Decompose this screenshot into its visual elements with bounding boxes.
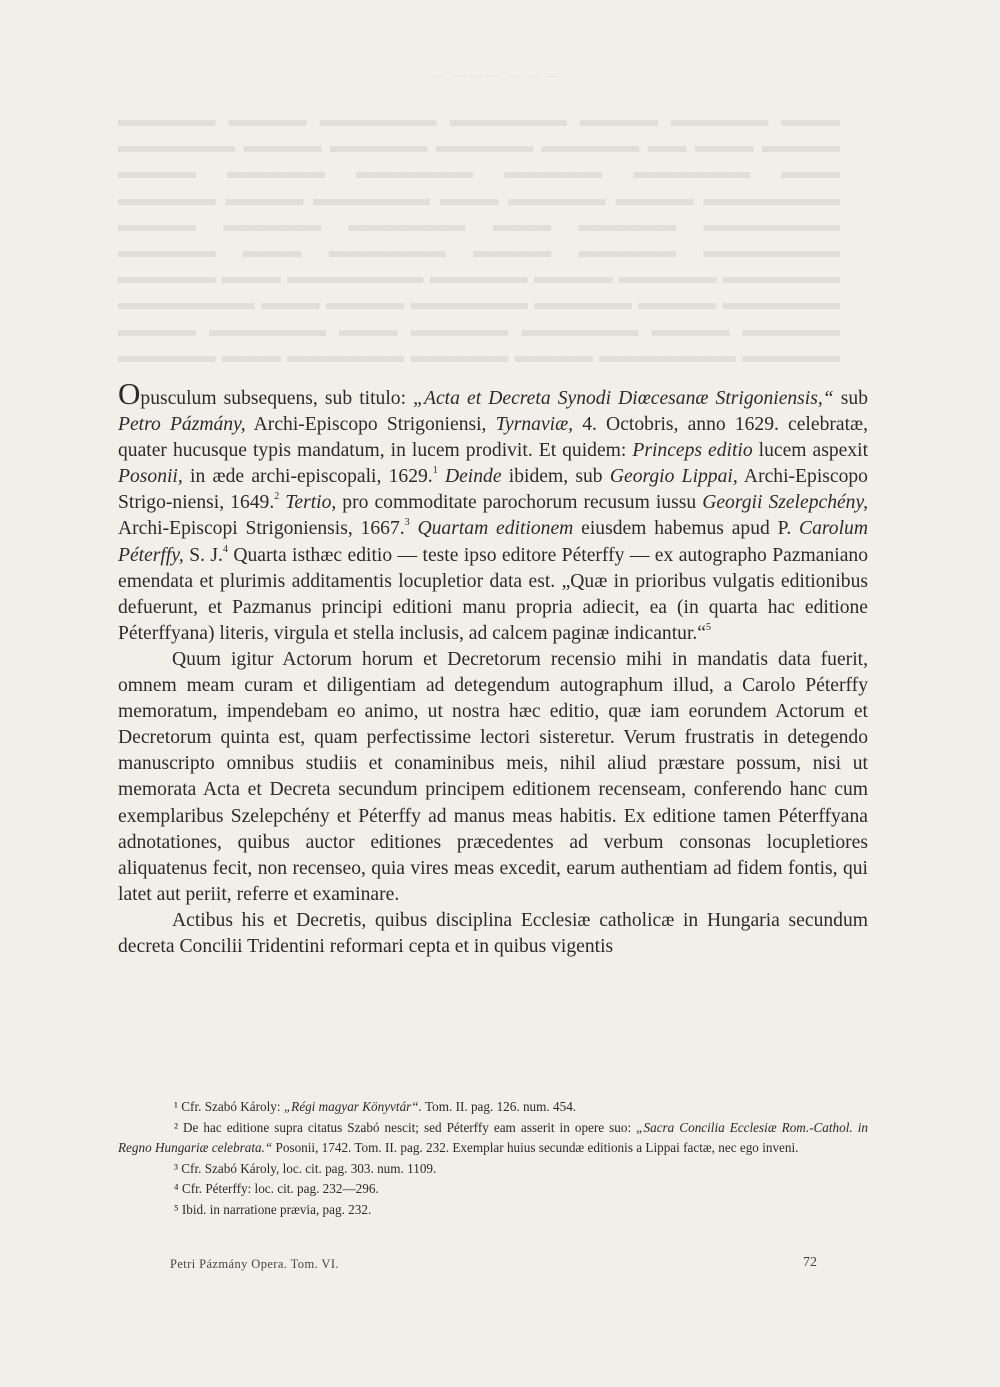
paragraph-2: Quum igitur Actorum horum et Decretorum recensio mihi in mandatis data fuerit, omnem meam curam et diligentiam ad detegendum autographum illud, a Carolo Péterffy memoratum, impendebam eo animo, ut nostra hæc editio, quæ iam eorundem Actorum et Decretorum quinta est, quam perfectissime lectori sisteretur. Verum frustratis in detegendo manuscripto omnibus studiis et conaminibus meis, nihil aliud præstare possum, nisi ut memorata Acta et Decreta secundum principem editionem recenseam, conferendo hanc cum exemplaribus Szelepchény et Péterffy ad manus meas habitis. Ex editione tamen Péterffyana adnotationes, quibus auctor editiones præcedentes ad verbum consonas locupletiores aliquatenus fecit, non recenseo, quia vires meas excedit, earum authentiam ad fidem fontis, qui latet aut periit, referre et examinare. bbox=[118, 648, 868, 905]
footnote-4: ⁴ Cfr. Péterffy: loc. cit. pag. 232—296. bbox=[174, 1181, 379, 1197]
footnote-2: ² De hac editione supra citatus Szabó nescit; sed Péterffy eam asserit in opere suo: „Sacra Concilia Ecclesiæ Rom.-Cathol. in Regno Hungariæ celebrata.“ Posonii, 1742. Tom. II. pag. 232. Exemplar huius secundæ editionis a Lippai factæ, nec ego inveni. bbox=[118, 1119, 868, 1156]
footnote-ref-2: 2 bbox=[274, 491, 280, 503]
paragraph-1: Opusculum subsequens, sub titulo: „Acta et Decreta Synodi Diœcesanæ Strigoniensis,“ sub Petro Pázmány, Archi-Episcopo Strigoniensi, Tyrnaviæ, 4. Octobris, anno 1629. celebratæ, quater hucusque typis mandatum, in lucem prodivit. Et quidem: Princeps editio lucem aspexit Posonii, in æde archi-episcopali, 1629.$^1$ Deinde ibidem, sub Georgio Lippai, Archi-Episcopo Strigo-niensi, 1649.$^2$ Tertio, pro commoditate parochorum recusum iussu Georgii Szelepchény, Archi-Episcopi Strigoniensis, 1667.$^3$ Quartam editionem eiusdem habemus apud P. Carolum Péterffy, S. J.$^4$ Quarta isthæc editio — teste ipso editore Péterffy — ex autographo Pazmaniano emendata et plurimis additamentis locupletior data est. „Quæ in prioribus vulgatis editionibus defuerunt, et Pazmanus principi editioni manu propria adiecit, ea (in quarta hac editione Péterffyana) literis, virgula et stella inclusis, ad calcem paginæ indicantur.“$^5$ bbox=[118, 376, 869, 644]
footnote-ref-5: 5 bbox=[706, 621, 711, 633]
footnote-5: ⁵ Ibid. in narratione prævia, pag. 232. bbox=[174, 1201, 372, 1217]
initial-letter: O bbox=[118, 376, 141, 411]
show-through-text: ▬▬▬ ▬▬▬▬▬ ▬▬▬▬ ▬▬▬▬▬▬ ▬▬▬▬▬▬ ▬▬▬▬ ▬▬▬▬▬ ▬▬▬▬ ▬▬▬ ▬▬ ▬▬▬▬▬ ▬▬▬▬▬ ▬▬▬▬▬ ▬▬▬▬ ▬▬▬▬▬▬ ▬▬▬ ▬▬▬▬▬▬ ▬▬▬▬▬ ▬▬▬▬▬▬ ▬▬▬▬▬ ▬▬▬▬ ▬▬▬▬▬▬▬ ▬▬▬▬ ▬▬▬▬▬ ▬▬▬ ▬▬▬▬▬▬ ▬▬▬▬ ▬▬▬▬▬ ▬▬▬▬▬▬▬ ▬▬▬▬▬ ▬▬▬ ▬▬▬▬▬▬ ▬▬▬▬▬ ▬▬▬▬ ▬▬▬▬▬▬▬ ▬▬▬▬▬ ▬▬▬▬ ▬▬▬▬▬▬ ▬▬▬ ▬▬▬▬▬ ▬▬▬▬▬▬ ▬▬▬▬▬ ▬▬▬▬ ▬▬▬▬▬ ▬▬▬▬▬▬▬ ▬▬▬ ▬▬▬▬▬ ▬▬▬▬▬▬ ▬▬▬▬ ▬▬▬▬▬ ▬▬▬▬▬▬ ▬▬▬▬ ▬▬▬ ▬▬▬▬▬▬▬ ▬▬▬▬▬ ▬▬▬▬ ▬▬▬▬▬▬ ▬▬▬▬▬ ▬▬▬ ▬▬▬▬▬▬ ▬▬▬▬ ▬▬▬▬▬ ▬▬▬▬▬▬▬ ▬▬▬▬ ▬▬▬▬▬ ▬▬▬▬▬▬ ▬▬▬ ▬▬▬▬▬ bbox=[118, 110, 840, 367]
footnote-1: ¹ Cfr. Szabó Károly: „Régi magyar Könyvtár“. Tom. II. pag. 126. num. 454. bbox=[174, 1099, 577, 1114]
footnote-ref-1: 1 bbox=[432, 465, 438, 477]
footnote-ref-4: 4 bbox=[222, 543, 228, 555]
show-through-header: — — — — — — — bbox=[430, 68, 558, 82]
page-number: 72 bbox=[803, 1255, 817, 1270]
footnote-ref-3: 3 bbox=[404, 517, 410, 529]
footnote-3: ³ Cfr. Szabó Károly, loc. cit. pag. 303. num. 1109. bbox=[174, 1160, 437, 1176]
main-text bbox=[118, 376, 869, 960]
paragraph-3: Actibus his et Decretis, quibus disciplina Ecclesiæ catholicæ in Hungaria secundum decreta Concilii Tridentini reformari cepta et in quibus vigentis bbox=[118, 909, 868, 957]
footnotes bbox=[118, 1097, 868, 1221]
running-footer-title: Petri Pázmány Opera. Tom. VI. bbox=[170, 1257, 339, 1271]
